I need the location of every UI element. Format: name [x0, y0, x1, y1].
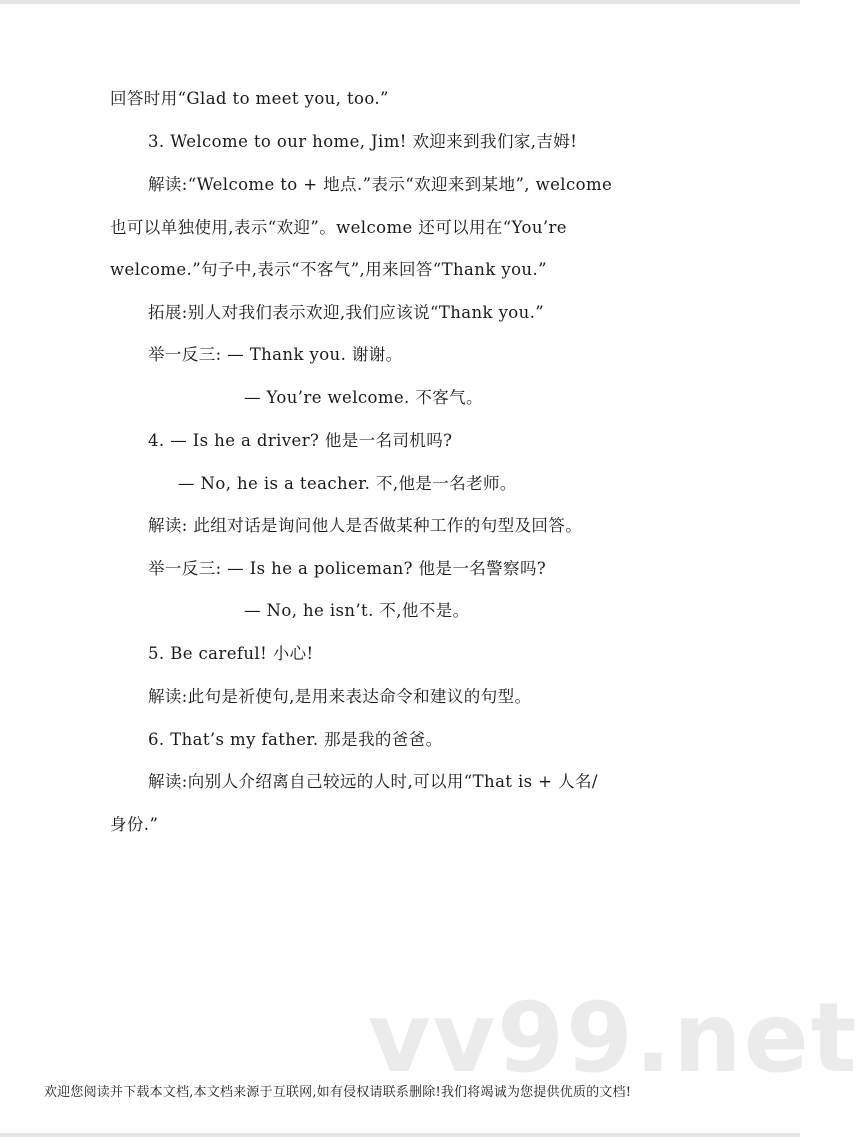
footer-notice: 欢迎您阅读并下载本文档,本文档来源于互联网,如有侵权请联系删除!我们将竭诚为您提供优质的文档! [44, 1085, 632, 1100]
text-line: — You’re welcome. 不客气。 [244, 388, 483, 407]
text-line: — No, he isn’t. 不,他不是。 [244, 601, 470, 620]
text-line: 6. That’s my father. 那是我的爸爸。 [148, 730, 443, 749]
text-line: 解读:向别人介绍离自己较远的人时,可以用“That is + 人名/ [148, 772, 598, 791]
text-line: 举一反三: — Is he a policeman? 他是一名警察吗? [148, 559, 547, 578]
text-line: 举一反三: — Thank you. 谢谢。 [148, 345, 403, 364]
page-top-border [0, 0, 800, 4]
text-line: 解读:“Welcome to + 地点.”表示“欢迎来到某地”, welcome [148, 175, 613, 194]
text-line: 回答时用“Glad to meet you, too.” [110, 89, 389, 108]
watermark: vv99.net [368, 982, 859, 1094]
text-line: 也可以单独使用,表示“欢迎”。welcome 还可以用在“You’re [110, 218, 567, 237]
page-bottom-border [0, 1133, 800, 1137]
text-line: 3. Welcome to our home, Jim! 欢迎来到我们家,吉姆! [148, 132, 578, 151]
text-line: 拓展:别人对我们表示欢迎,我们应该说“Thank you.” [148, 303, 545, 322]
text-line: 5. Be careful! 小心! [148, 644, 314, 663]
text-line: — No, he is a teacher. 不,他是一名老师。 [178, 474, 517, 493]
text-line: 解读: 此组对话是询问他人是否做某种工作的句型及回答。 [148, 516, 583, 535]
text-line: 4. — Is he a driver? 他是一名司机吗? [148, 431, 453, 450]
text-line: 解读:此句是祈使句,是用来表达命令和建议的句型。 [148, 687, 532, 706]
text-line: welcome.”句子中,表示“不客气”,用来回答“Thank you.” [110, 260, 547, 279]
text-line: 身份.” [110, 815, 159, 834]
